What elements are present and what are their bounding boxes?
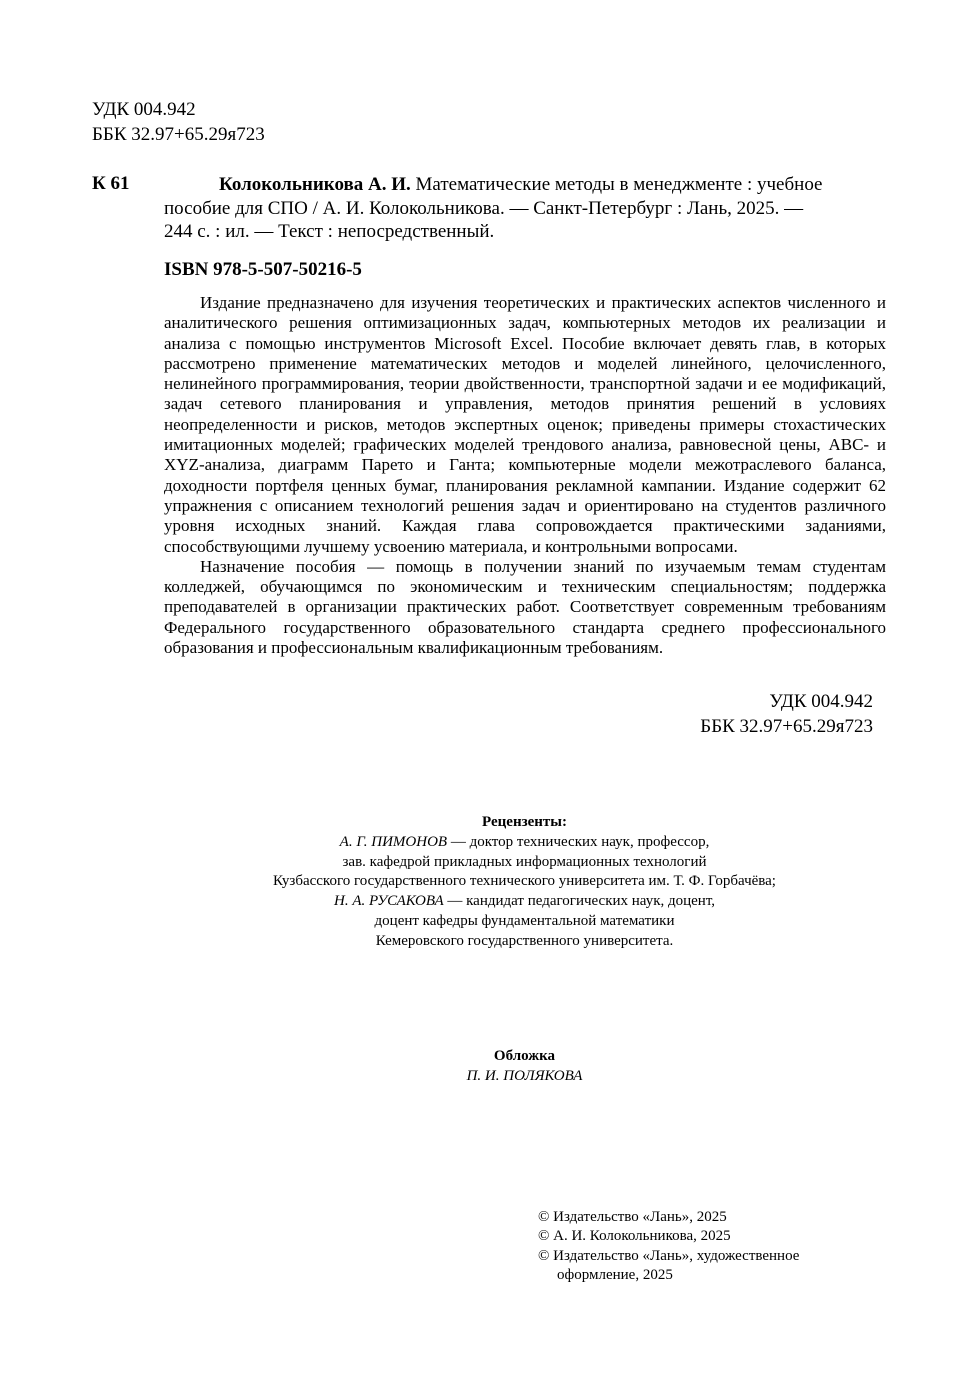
reviewer-2-affiliation: Кемеровского государственного университета. bbox=[375, 932, 674, 949]
udk-code-bottom: УДК 004.942 bbox=[769, 691, 873, 712]
bibliographic-record bbox=[164, 173, 886, 244]
bbk-code: ББК 32.97+65.29я723 bbox=[92, 124, 265, 145]
reviewer-1 bbox=[73, 833, 976, 853]
bib-line-1 bbox=[164, 173, 886, 197]
cover-designer: П. И. ПОЛЯКОВА bbox=[466, 1067, 583, 1084]
udk-code: УДК 004.942 bbox=[92, 99, 196, 120]
reviewer-1-position: зав. кафедрой прикладных информационных технологий bbox=[342, 853, 707, 870]
annotation bbox=[164, 293, 886, 658]
cover-heading: Обложка bbox=[493, 1048, 556, 1064]
udk-bbk-header bbox=[92, 97, 265, 147]
copyright-line-2: © А. И. Колокольникова, 2025 bbox=[538, 1228, 731, 1245]
reviewer-2-name: Н. А. РУСАКОВА bbox=[333, 893, 444, 910]
reviewer-2-title: — кандидат педагогических наук, доцент, bbox=[443, 893, 716, 910]
copyright-block bbox=[538, 1208, 799, 1285]
reviewer-1-name: А. Г. ПИМОНОВ bbox=[339, 833, 448, 850]
reviewers-block bbox=[0, 813, 976, 952]
author-name: Колокольникова А. И. bbox=[219, 174, 411, 195]
bib-line-2: пособие для СПО / А. И. Колокольникова. — Санкт-Петербург : Лань, 2025. — bbox=[164, 197, 804, 219]
bib-line-3: 244 с. : ил. — Текст : непосредственный. bbox=[164, 221, 495, 242]
isbn: ISBN 978-5-507-50216-5 bbox=[164, 259, 362, 280]
copyright-line-3: © Издательство «Лань», художественное bbox=[538, 1247, 800, 1264]
annotation-paragraph-2: Назначение пособия — помощь в получении знаний по изучаемым темам студентам колледжей, обучающимся по экономическим и техническим специальностям; поддержка преподавателей в организации практических работ. Соответствует современным требованиям Федерального государственного образовательного стандарта среднего профессионального образования и профессиональным квалификационным требованиям. bbox=[164, 556, 886, 658]
copyright-line-3-cont: оформление, 2025 bbox=[557, 1266, 673, 1283]
udk-bbk-footer bbox=[700, 689, 873, 739]
annotation-paragraph-1: Издание предназначено для изучения теоретических и практических аспектов численного и аналитического решения оптимизационных задач, компьютерных методов их реализации и анализа с помощью инструментов Microsoft Excel. Пособие включает девять глав, в которых рассмотрено применение математических методов и моделей линейного, целочисленного, нелинейного программирования, теории двойственности, транспортной задачи и ее модификаций, задач сетевого планирования и управления, методов принятия решений в условиях неопределенности и рисков, методов экспертных оценок; приведены примеры стохастических имитационных моделей; графических моделей трендового анализа, равновесной цены, ABC- и XYZ-анализа, диаграмм Парето и Ганта; компьютерные модели межотраслевого баланса, доходности портфеля ценных бумаг, планирования рекламной кампании. Издание содержит 62 упражнения с описанием технологий решения задач и ориентировано на студентов различного уровня исходных знаний. Каждая глава сопровождается практическими заданиями, способствующими лучшему усвоению материала, и контрольными вопросами. bbox=[164, 293, 886, 556]
reviewer-2 bbox=[73, 892, 976, 912]
reviewer-1-affiliation: Кузбасского государственного технического университета им. Т. Ф. Горбачёва; bbox=[273, 873, 776, 890]
book-title: Математические методы в менеджменте : учебное bbox=[410, 174, 823, 195]
cover-credit bbox=[0, 1047, 976, 1087]
reviewer-1-title: — доктор технических наук, профессор, bbox=[447, 833, 710, 850]
author-mark: К 61 bbox=[92, 173, 130, 194]
bbk-code-bottom: ББК 32.97+65.29я723 bbox=[700, 716, 873, 737]
reviewers-heading: Рецензенты: bbox=[482, 814, 567, 830]
copyright-line-1: © Издательство «Лань», 2025 bbox=[538, 1209, 727, 1225]
reviewer-2-position: доцент кафедры фундаментальной математики bbox=[374, 912, 675, 929]
